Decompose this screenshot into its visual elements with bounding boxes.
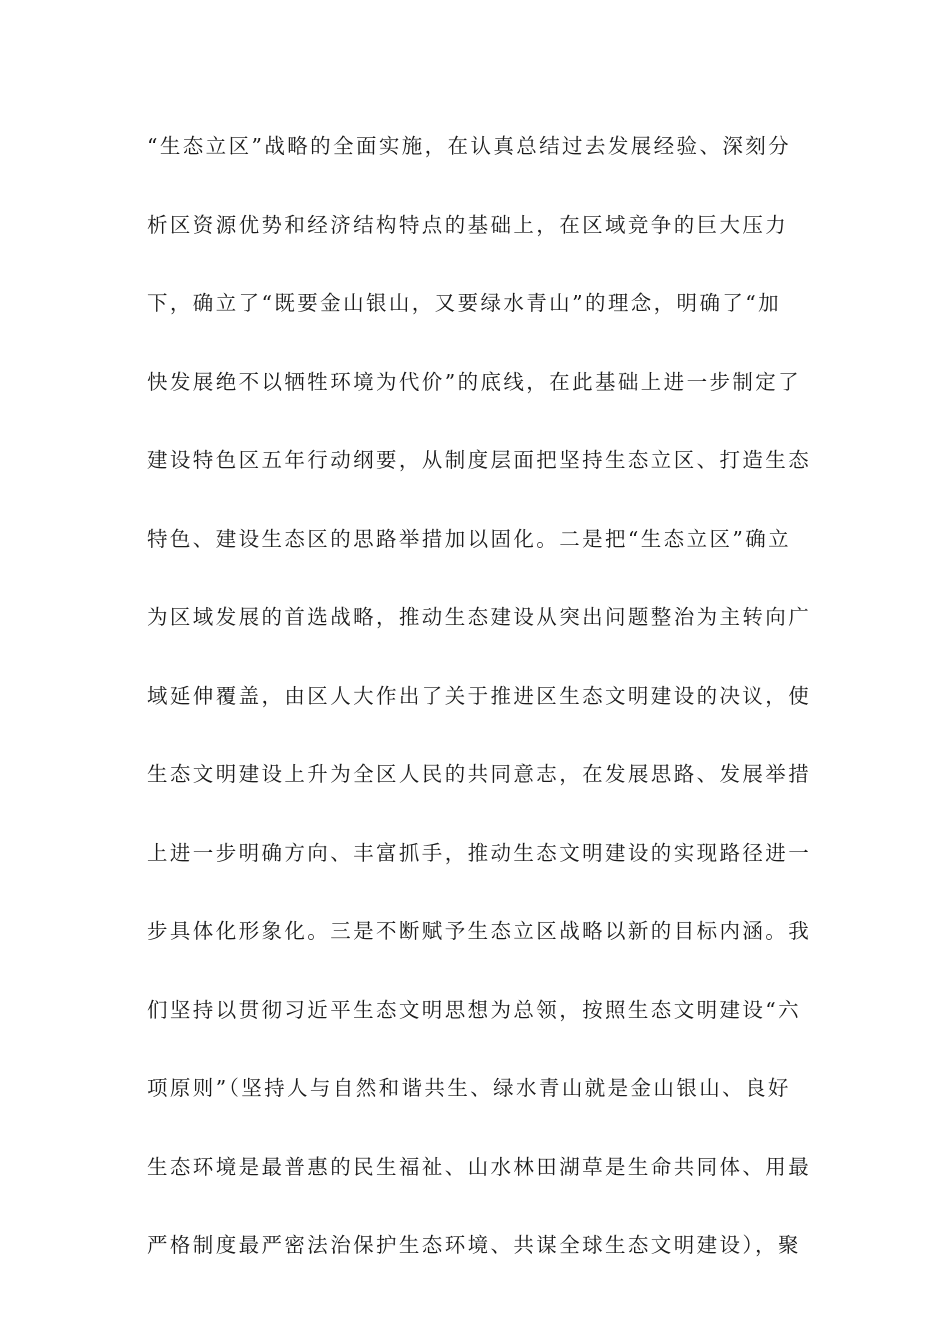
text-line: 快发展绝不以牺牲环境为代价”的底线，在此基础上进一步制定了	[147, 369, 802, 394]
text-line: 析区资源优势和经济结构特点的基础上，在区域竞争的巨大压力	[147, 212, 789, 237]
text-line: “生态立区”战略的全面实施，在认真总结过去发展经验、深刻分	[147, 134, 792, 158]
text-line: 下，确立了“既要金山银山，又要绿水青山”的理念，明确了“加	[147, 291, 782, 315]
text-line: 们坚持以贯彻习近平生态文明思想为总领，按照生态文明建设“六	[147, 997, 802, 1022]
text-line: 上进一步明确方向、丰富抓手，推动生态文明建设的实现路径进一	[147, 840, 812, 865]
text-line: 步具体化形象化。三是不断赋予生态立区战略以新的目标内涵。我	[147, 919, 812, 943]
text-line: 特色、建设生态区的思路举措加以固化。二是把“生态立区”确立	[147, 526, 792, 551]
text-line: 为区域发展的首选战略，推动生态建设从突出问题整治为主转向广	[147, 605, 812, 629]
text-line: 生态环境是最普惠的民生福祉、山水林田湖草是生命共同体、用最	[147, 1154, 812, 1179]
text-line: 生态文明建设上升为全区人民的共同意志，在发展思路、发展举措	[147, 762, 812, 786]
text-line: 域延伸覆盖，由区人大作出了关于推进区生态文明建设的决议，使	[147, 683, 812, 708]
text-line: 建设特色区五年行动纲要，从制度层面把坚持生态立区、打造生态	[147, 448, 812, 472]
text-line: 严格制度最严密法治保护生态环境、共谋全球生态文明建设），聚	[147, 1233, 801, 1257]
body-paragraph	[147, 132, 812, 1310]
text-line: 项原则”（坚持人与自然和谐共生、绿水青山就是金山银山、良好	[147, 1076, 791, 1100]
